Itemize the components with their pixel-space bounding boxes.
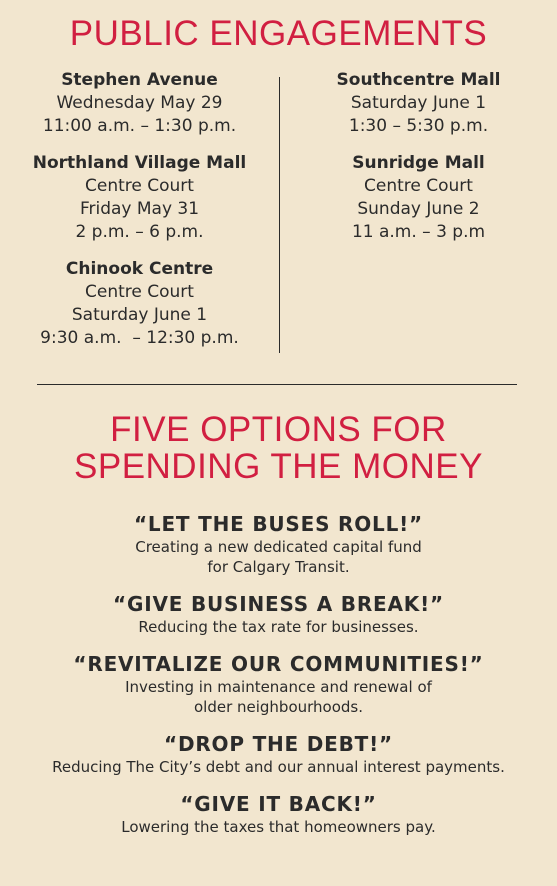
- options-list: [0, 511, 557, 851]
- option-description-line: Reducing the tax rate for businesses.: [138, 618, 419, 636]
- venue-southcentre-mall: [280, 69, 557, 138]
- option-give-it-back: [0, 791, 557, 837]
- venue-sunridge-mall: [280, 152, 557, 244]
- option-revitalize-our-communities: [0, 651, 557, 717]
- option-description-line: Lowering the taxes that homeowners pay.: [121, 818, 436, 836]
- venue-stephen-avenue: [0, 69, 279, 138]
- venue-date: Sunday June 2: [357, 199, 480, 219]
- option-drop-the-debt: [0, 731, 557, 777]
- venue-chinook-centre: [0, 258, 279, 350]
- public-engagements-heading: PUBLIC ENGAGEMENTS: [69, 14, 488, 53]
- venue-time: 11:00 a.m. – 1:30 p.m.: [42, 116, 237, 136]
- venue-name: Northland Village Mall: [32, 153, 247, 173]
- option-give-business-a-break: [0, 591, 557, 637]
- engagements-left-column: [0, 69, 279, 364]
- venue-date: Saturday June 1: [350, 93, 487, 113]
- venue-name: Stephen Avenue: [61, 70, 218, 90]
- venue-northland-village-mall: [0, 152, 279, 244]
- venue-location: Centre Court: [364, 176, 473, 196]
- option-title: “DROP THE DEBT!”: [164, 732, 393, 756]
- option-description-line: Creating a new dedicated capital fund: [135, 538, 422, 556]
- venue-location: Centre Court: [85, 282, 194, 302]
- five-options-heading-line2: SPENDING THE MONEY: [74, 447, 483, 486]
- five-options-heading-line1: FIVE OPTIONS FOR: [110, 410, 447, 449]
- venue-time: 11 a.m. – 3 p.m: [351, 222, 486, 242]
- venue-name: Southcentre Mall: [336, 70, 501, 90]
- option-description-line: for Calgary Transit.: [207, 558, 350, 576]
- venue-date: Friday May 31: [79, 199, 200, 219]
- option-title: “GIVE BUSINESS A BREAK!”: [113, 592, 444, 616]
- option-description-line: older neighbourhoods.: [193, 698, 364, 716]
- section-divider: [37, 384, 517, 385]
- option-title: “LET THE BUSES ROLL!”: [133, 512, 424, 536]
- engagements-right-column: [280, 69, 557, 258]
- option-title: “GIVE IT BACK!”: [180, 792, 377, 816]
- option-description-line: Investing in maintenance and renewal of: [125, 678, 432, 696]
- option-title: “REVITALIZE OUR COMMUNITIES!”: [73, 652, 484, 676]
- venue-date: Saturday June 1: [71, 305, 208, 325]
- venue-time: 9:30 a.m. – 12:30 p.m.: [40, 328, 239, 348]
- venue-time: 2 p.m. – 6 p.m.: [75, 222, 204, 242]
- venue-name: Chinook Centre: [65, 259, 214, 279]
- option-description-line: Reducing The City’s debt and our annual interest payments.: [52, 758, 505, 776]
- venue-name: Sunridge Mall: [352, 153, 485, 173]
- option-let-the-buses-roll: [0, 511, 557, 577]
- venue-time: 1:30 – 5:30 p.m.: [348, 116, 489, 136]
- venue-location: Centre Court: [85, 176, 194, 196]
- venue-date: Wednesday May 29: [56, 93, 223, 113]
